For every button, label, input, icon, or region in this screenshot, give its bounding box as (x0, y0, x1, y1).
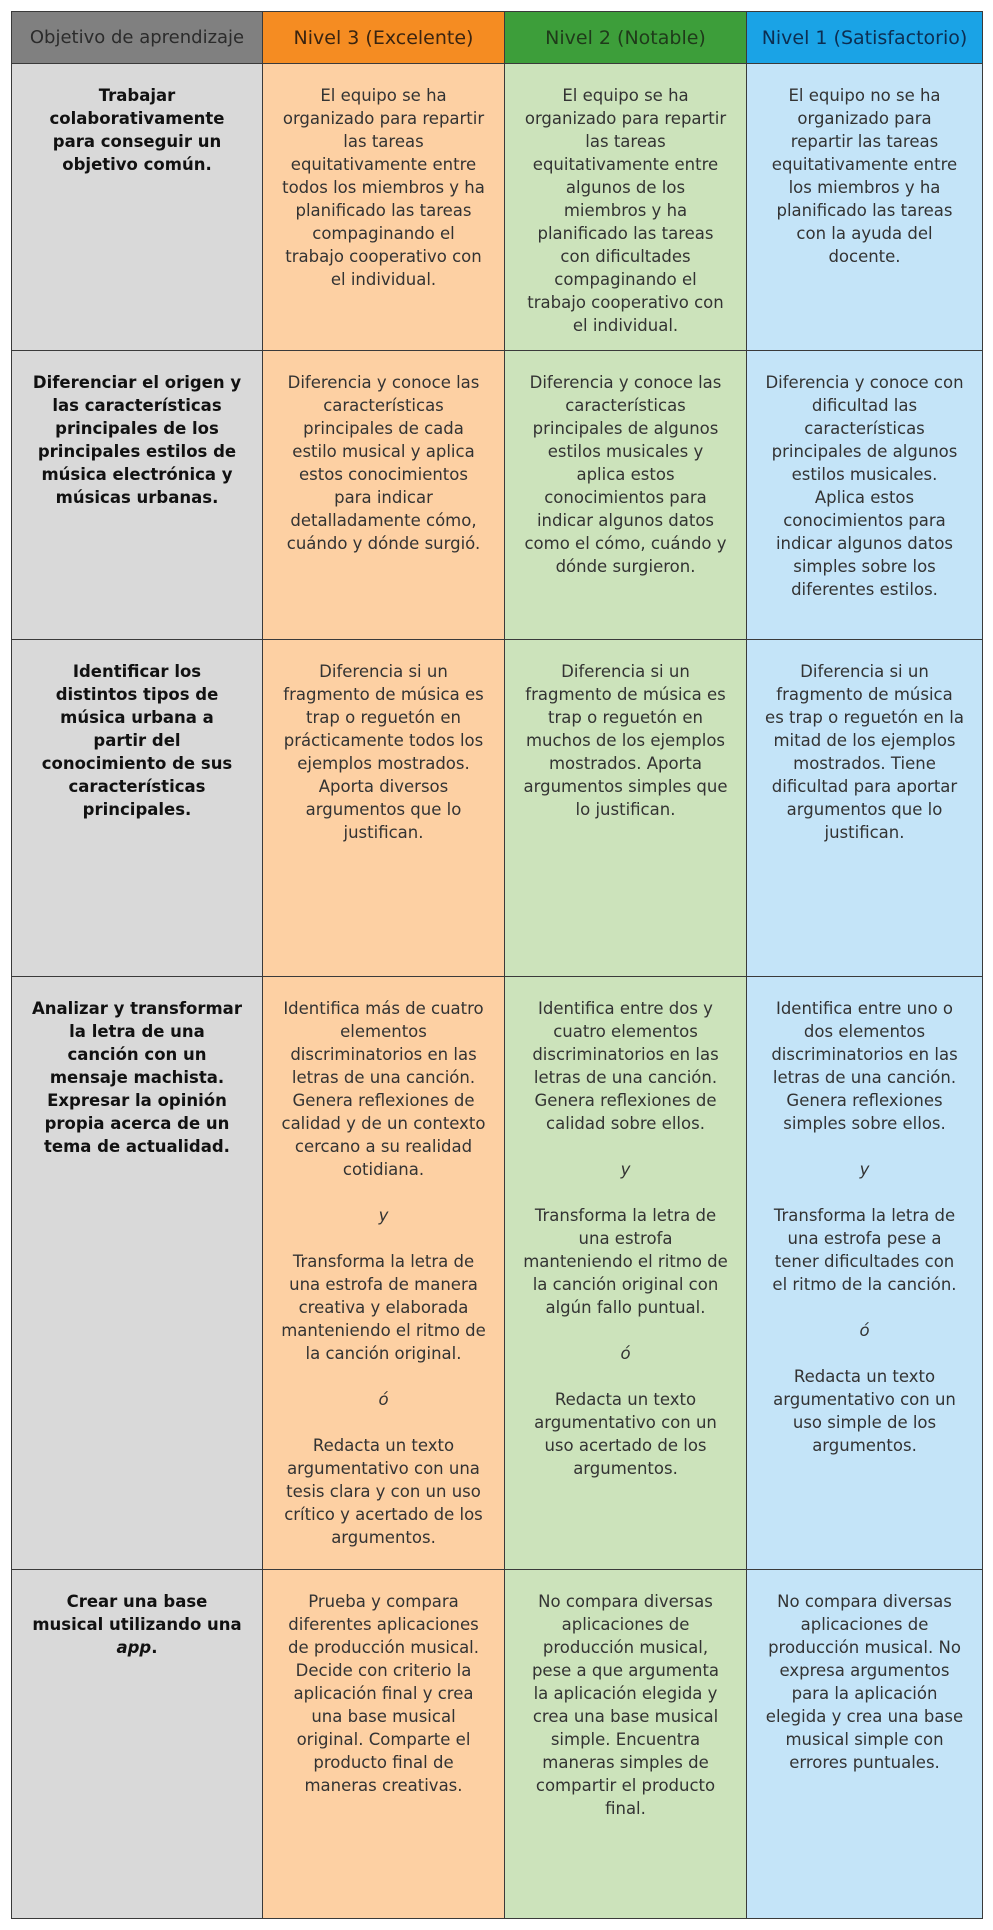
objective-cell (12, 640, 263, 977)
header-level-2: Nivel 2 (Notable) (505, 12, 747, 64)
level-2-connector: ó (620, 1344, 631, 1363)
level-3-paragraph: Identifica más de cuatro elementos discriminatorios en las letras de una canción. Genera reflexiones de calidad y de un contexto cercano a su realidad cotidiana. (281, 999, 486, 1179)
level-2-text: No compara diversas aplicaciones de producción musical, pese a que argumenta la aplicación elegida y crea una base musical simple. Encuentra maneras simples de compartir el producto final. (531, 1592, 720, 1818)
objective-cell (12, 64, 263, 351)
level-2-cell (505, 1570, 747, 1919)
objective-text: Analizar y transformar la letra de una canción con un mensaje machista. Expresar la opinión propia acerca de un tema de actualidad. (32, 999, 242, 1156)
level-2-paragraph: Redacta un texto argumentativo con un uso acertado de los argumentos. (534, 1390, 717, 1478)
level-3-cell (263, 351, 505, 640)
table-row (12, 351, 983, 640)
header-objective: Objetivo de aprendizaje (12, 12, 263, 64)
level-1-paragraph: Transforma la letra de una estrofa pese a tener dificultades con el ritmo de la canción. (772, 1206, 957, 1294)
level-1-text: Diferencia si un fragmento de música es trap o reguetón en la mitad de los ejemplos mostrados. Tiene dificultad para aportar argumentos que lo justifican. (765, 662, 964, 842)
level-3-cell (263, 977, 505, 1570)
level-1-cell (747, 640, 983, 977)
level-3-paragraph: Redacta un texto argumentativo con una tesis clara y con un uso crítico y acertado de los argumentos. (284, 1436, 483, 1547)
table-row (12, 1570, 983, 1919)
level-2-text: El equipo se ha organizado para repartir las tareas equitativamente entre algunos de los miembros y ha planificado las tareas con dificultades compaginando el trabajo cooperativo con el individual. (524, 86, 727, 335)
level-3-text: Diferencia si un fragmento de música es trap o reguetón en prácticamente todos los ejemplos mostrados. Aporta diversos argumentos que lo justifican. (283, 662, 484, 842)
level-2-paragraph: Identifica entre dos y cuatro elementos discriminatorios en las letras de una canción. Genera reflexiones de calidad sobre ellos. (532, 999, 719, 1133)
table-row (12, 977, 983, 1570)
header-level-3: Nivel 3 (Excelente) (263, 12, 505, 64)
level-1-text: El equipo no se ha organizado para repartir las tareas equitativamente entre los miembros y ha planificado las tareas con la ayuda del docente. (771, 86, 958, 266)
level-1-paragraph: Redacta un texto argumentativo con un uso simple de los argumentos. (773, 1367, 956, 1455)
rubric-table (11, 11, 983, 1919)
level-2-cell (505, 64, 747, 351)
level-1-connector: y (859, 1160, 870, 1179)
level-1-cell (747, 977, 983, 1570)
level-3-cell (263, 640, 505, 977)
level-3-text: Prueba y compara diferentes aplicaciones de producción musical. Decide con criterio la aplicación final y crea una base musical original. Comparte el producto final de maneras creativas. (287, 1592, 480, 1795)
level-3-cell (263, 64, 505, 351)
level-3-cell (263, 1570, 505, 1919)
table-row (12, 640, 983, 977)
table-row (12, 64, 983, 351)
level-1-cell (747, 64, 983, 351)
level-2-connector: y (620, 1160, 631, 1179)
level-1-connector: ó (859, 1321, 870, 1340)
level-1-cell (747, 351, 983, 640)
objective-cell (12, 1570, 263, 1919)
level-2-paragraph: Transforma la letra de una estrofa manteniendo el ritmo de la canción original con algún fallo puntual. (523, 1206, 728, 1317)
level-3-paragraph: Transforma la letra de una estrofa de manera creativa y elaborada manteniendo el ritmo de la canción original. (281, 1252, 486, 1363)
level-2-cell (505, 640, 747, 977)
level-1-text: No compara diversas aplicaciones de producción musical. No expresa argumentos para la aplicación elegida y crea una base musical simple con errores puntuales. (765, 1592, 964, 1772)
level-3-connector: y (378, 1206, 389, 1225)
objective-text: Identificar los distintos tipos de música urbana a partir del conocimiento de sus características principales. (41, 662, 233, 819)
level-3-text: El equipo se ha organizado para repartir las tareas equitativamente entre todos los miembros y ha planificado las tareas compaginando el trabajo cooperativo con el individual. (282, 86, 485, 289)
level-2-cell (505, 351, 747, 640)
level-1-cell (747, 1570, 983, 1919)
objective-cell (12, 351, 263, 640)
level-2-text: Diferencia y conoce las características principales de algunos estilos musicales y aplica estos conocimientos para indicar algunos datos como el cómo, cuándo y dónde surgieron. (524, 373, 727, 576)
level-2-cell (505, 977, 747, 1570)
objective-text: Trabajar colaborativamente para conseguir un objetivo común. (49, 86, 225, 174)
level-1-text: Diferencia y conoce con dificultad las características principales de algunos estilos musicales. Aplica estos conocimientos para indicar algunos datos simples sobre los diferentes estilos. (765, 373, 964, 599)
level-2-text: Diferencia si un fragmento de música es trap o reguetón en muchos de los ejemplos mostrados. Aporta argumentos simples que lo justifican. (523, 662, 728, 819)
objective-text: Diferenciar el origen y las características principales de los principales estilos de música electrónica y músicas urbanas. (32, 373, 242, 507)
header-level-1: Nivel 1 (Satisfactorio) (747, 12, 983, 64)
header-row (12, 12, 983, 64)
objective-cell (12, 977, 263, 1570)
level-1-paragraph: Identifica entre uno o dos elementos discriminatorios en las letras de una canción. Genera reflexiones simples sobre ellos. (771, 999, 958, 1133)
level-3-text: Diferencia y conoce las características principales de cada estilo musical y aplica estos conocimientos para indicar detalladamente cómo, cuándo y dónde surgió. (286, 373, 481, 553)
objective-text: Crear una base musical utilizando una app. (32, 1592, 242, 1657)
level-3-connector: ó (378, 1390, 389, 1409)
